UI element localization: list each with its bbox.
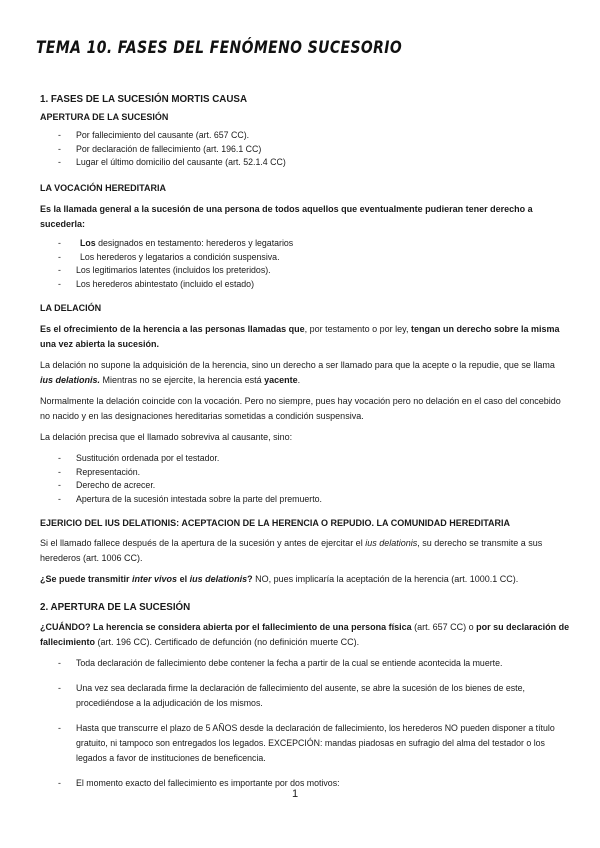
- text-bold-italic: ius delationis.: [40, 375, 101, 385]
- page-number: 1: [292, 788, 299, 800]
- text-bold: por su declaración de fallecimiento: [40, 622, 570, 647]
- list-item: - Una vez sea declarada firme la declaración de fallecimiento del ausente, se abre la sucesión de los bienes de este, procediéndose a la adjudicación de los mismos.: [40, 681, 570, 711]
- text-italic: ius delationis: [365, 538, 418, 548]
- apertura-list: [40, 129, 570, 170]
- delacion-heading: LA DELACIÓN: [40, 303, 102, 313]
- delacion-list: [40, 452, 570, 506]
- text: , su derecho se transmite a sus herederos (art. 1006 CC).: [40, 538, 543, 563]
- list-item: - Por declaración de fallecimiento (art. 196.1 CC): [40, 143, 570, 157]
- vocacion-heading: LA VOCACIÓN HEREDITARIA: [40, 183, 166, 193]
- list-item: - El momento exacto del fallecimiento es importante por dos motivos:: [40, 776, 570, 791]
- apertura-heading: APERTURA DE LA SUCESIÓN: [40, 112, 169, 122]
- list-item-text: Los herederos y legatarios a condición suspensiva.: [80, 251, 280, 262]
- text: .: [297, 375, 301, 385]
- text-bold: el: [177, 574, 190, 584]
- list-item: - Los legitimarios latentes (incluidos los preteridos).: [40, 264, 570, 278]
- text: (art. 657 CC) o: [411, 622, 477, 632]
- text: , por testamento o por ley,: [304, 324, 412, 334]
- list-item: - Derecho de acrecer.: [40, 479, 570, 493]
- text-bold: Es el ofrecimiento de la herencia a las personas llamadas que: [40, 324, 305, 334]
- page-title: TEMA 10. FASES DEL FENÓMENO SUCESORIO: [36, 38, 403, 58]
- text: NO, pues implicaría la aceptación de la herencia (art. 1000.1 CC).: [252, 574, 519, 584]
- delacion-p3: Normalmente la delación coincide con la vocación. Pero no siempre, pues hay vocación pero no delación en el caso del concebido no nacido y en las designaciones hereditarias sometidas a condición suspensiva.: [40, 396, 561, 421]
- list-item: [40, 237, 570, 251]
- text: Mientras no se ejercite, la herencia está: [100, 375, 265, 385]
- list-item: - Hasta que transcurre el plazo de 5 AÑOS desde la declaración de fallecimiento, los herederos NO pueden disponer a título gratuito, ni tampoco son entregados los legados. EXCEPCIÓN: mandas piadosas en sufragio del alma del testador o los legados a favor de instituciones de beneficencia.: [40, 721, 570, 766]
- list-item: - Representación.: [40, 466, 570, 480]
- ejercicio-p2: [40, 572, 570, 587]
- section-1-heading: 1. FASES DE LA SUCESIÓN MORTIS CAUSA: [40, 94, 248, 105]
- list-item-text: designados en testamento: herederos y legatarios: [95, 238, 294, 248]
- list-item: - Sustitución ordenada por el testador.: [40, 452, 570, 466]
- text-bold: ¿Se puede transmitir: [40, 574, 133, 584]
- text: (art. 196 CC). Certificado de defunción (no definición muerte CC).: [95, 637, 360, 647]
- delacion-p1: [40, 322, 570, 352]
- delacion-p4: La delación precisa que el llamado sobreviva al causante, sino:: [40, 432, 293, 442]
- delacion-p2: [40, 358, 570, 388]
- list-item: - Toda declaración de fallecimiento debe contener la fecha a partir de la cual se entiende acontecida la muerte.: [40, 656, 570, 671]
- list-item: - Lugar el último domicilio del causante (art. 52.1.4 CC): [40, 156, 570, 170]
- list-item: - Por fallecimiento del causante (art. 657 CC).: [40, 129, 570, 143]
- list-item-bold: Los: [80, 238, 96, 248]
- list-item: [40, 251, 570, 265]
- list-item: - Apertura de la sucesión intestada sobre la parte del premuerto.: [40, 493, 570, 507]
- ejercicio-p1: [40, 536, 570, 566]
- text-bold: tengan un derecho sobre la misma una vez abierta la sucesión.: [40, 324, 560, 349]
- text-bold: ?: [247, 574, 253, 584]
- list-item: - Los herederos abintestato (incluido el estado): [40, 278, 570, 292]
- vocacion-intro: Es la llamada general a la sucesión de una persona de todos aquellos que eventualmente pudieran tener derecho a sucederla:: [40, 204, 533, 229]
- section-2-p1: [40, 620, 570, 650]
- section-2-heading: 2. APERTURA DE LA SUCESIÓN: [40, 602, 191, 613]
- text-bold: yacente: [264, 375, 298, 385]
- text-bold-italic: ius delationis: [189, 574, 248, 584]
- vocacion-list: [40, 237, 570, 291]
- section-2-list: [40, 656, 570, 801]
- text-bold-italic: inter vivos: [132, 574, 178, 584]
- ejercicio-heading: EJERICIO DEL IUS DELATIONIS: ACEPTACION DE LA HERENCIA O REPUDIO. LA COMUNIDAD HEREDITARIA: [40, 518, 511, 528]
- text: Si el llamado fallece después de la apertura de la sucesión y antes de ejercitar el: [40, 538, 366, 548]
- text: La delación no supone la adquisición de la herencia, sino un derecho a ser llamado para que la acepte o la repudie, que se llama: [40, 360, 555, 370]
- text-bold: ¿CUÁNDO? La herencia se considera abierta por el fallecimiento de una persona física: [40, 622, 412, 632]
